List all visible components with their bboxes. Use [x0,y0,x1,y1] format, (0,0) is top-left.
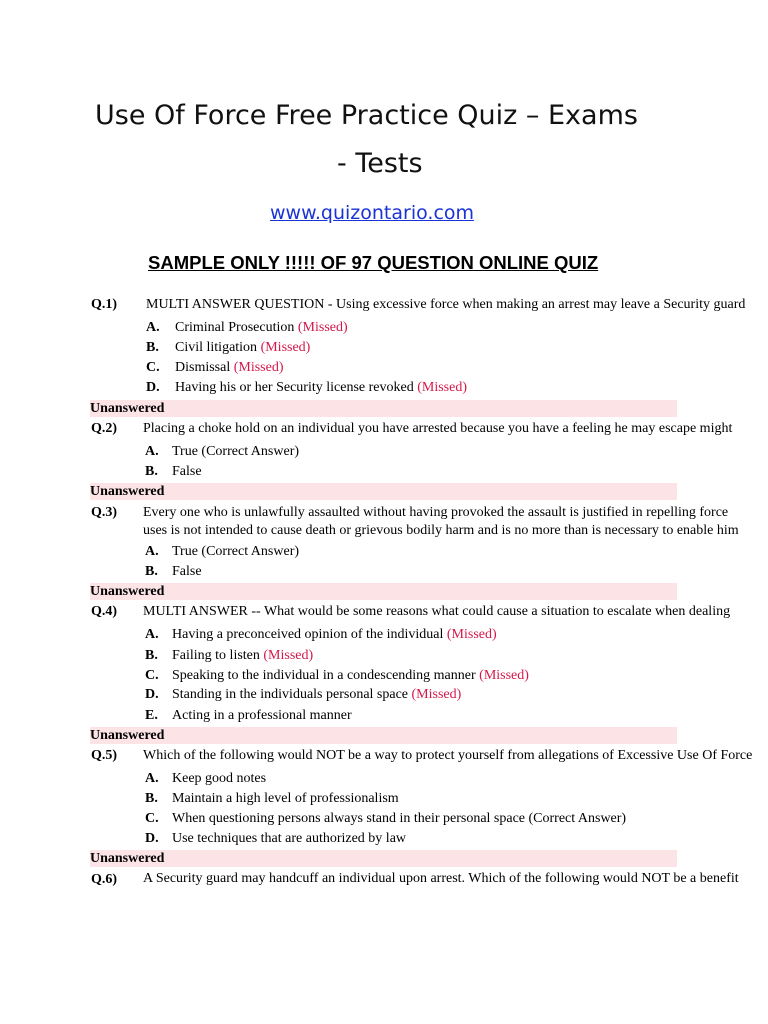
option-text: Acting in a professional manner [172,708,352,723]
option-letter: B. [145,464,158,479]
option-text: Having a preconceived opinion of the individual (Missed) [172,627,497,642]
question-number: Q.3) [91,505,118,520]
question-number: Q.1) [91,297,118,312]
option-text: True (Correct Answer) [172,544,300,559]
option-text: False [172,564,202,579]
option-letter: B. [145,648,158,663]
option-text: When questioning persons always stand in their personal space (Correct Answer) [172,811,627,826]
option-letter: C. [146,360,160,375]
sample-heading: SAMPLE ONLY !!!!! OF 97 QUESTION ONLINE QUIZ [148,252,599,273]
title-line-1: Use Of Force Free Practice Quiz – Exams [95,100,638,131]
question-text: Every one who is unlawfully assaulted without having provoked the assault is justified in repelling force [143,505,729,520]
option-text: Criminal Prosecution (Missed) [175,320,348,335]
option-letter: D. [145,831,159,846]
option-letter: A. [145,627,159,642]
question-text: MULTI ANSWER QUESTION - Using excessive force when making an arrest may leave a Security guard [146,297,746,312]
question-number: Q.5) [91,748,118,763]
title-line-2: - Tests [337,148,423,179]
option-letter: A. [145,544,159,559]
option-letter: B. [146,340,159,355]
unanswered-status: Unanswered [90,727,677,744]
option-text: Use techniques that are authorized by law [172,831,407,846]
option-letter: A. [146,320,160,335]
missed-label: (Missed) [260,340,311,355]
option-text: False [172,464,202,479]
missed-label: (Missed) [417,380,467,395]
question-text: Which of the following would NOT be a way to protect yourself from allegations of Excessive Use Of Force [143,748,753,763]
unanswered-status: Unanswered [90,583,677,600]
option-text: Maintain a high level of professionalism [172,791,399,806]
question-text: A Security guard may handcuff an individual upon arrest. Which of the following would NOT be a benefit [143,871,739,886]
unanswered-status: Unanswered [90,850,677,867]
option-letter: B. [145,791,158,806]
option-text: Failing to listen (Missed) [172,648,314,663]
option-letter: D. [146,380,160,395]
option-letter: A. [145,444,159,459]
option-letter: D. [145,687,159,702]
question-number: Q.4) [91,604,118,619]
option-text: Speaking to the individual in a condescending manner (Missed) [172,668,529,683]
missed-label: (Missed) [411,687,462,702]
question-text: Placing a choke hold on an individual you have arrested because you have a feeling he may escape might [143,421,733,436]
option-letter: C. [145,668,159,683]
missed-label: (Missed) [479,668,529,683]
option-text: Having his or her Security license revoked (Missed) [175,380,467,395]
missed-label: (Missed) [446,627,497,642]
unanswered-status: Unanswered [90,483,677,500]
option-letter: B. [145,564,158,579]
option-text: Keep good notes [172,771,267,786]
missed-label: (Missed) [233,360,284,375]
option-letter: C. [145,811,159,826]
option-text: Civil litigation (Missed) [175,340,311,355]
missed-label: (Missed) [297,320,348,335]
question-number: Q.2) [91,421,118,436]
missed-label: (Missed) [263,648,314,663]
option-letter: A. [145,771,159,786]
option-text: Dismissal (Missed) [175,360,284,375]
unanswered-status: Unanswered [90,400,677,417]
question-number: Q.6) [91,872,118,887]
website-link[interactable]: www.quizontario.com [270,202,475,224]
question-text: MULTI ANSWER -- What would be some reasons what could cause a situation to escalate when dealing [143,604,731,619]
option-text: True (Correct Answer) [172,444,300,459]
question-text-continued: uses is not intended to cause death or grievous bodily harm and is no more than is necessary to enable him [143,523,739,538]
option-text: Standing in the individuals personal space (Missed) [172,687,462,702]
option-letter: E. [145,708,158,723]
